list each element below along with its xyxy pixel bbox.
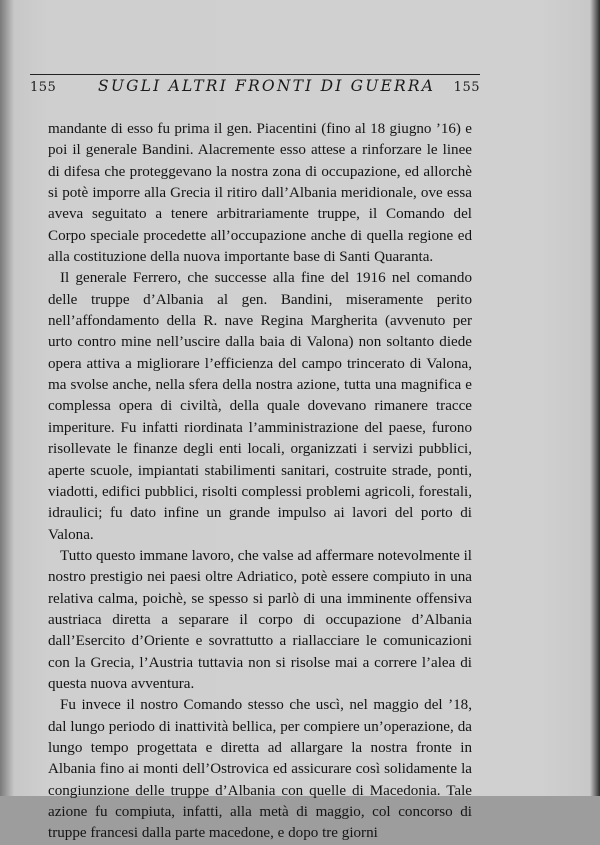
paragraph-ferrero: Il generale Ferrero, che successe alla fine del 1916 nel comando delle truppe d’Albania al gen. Bandini, miseramente perito nell’affondamento della R. nave Regina Margherita (avvenuto per urto contro mine nell’uscire dalla baia di Valona) non soltanto diede opera attiva a migliorare l’efficienza del campo trincerato di Valona, ma svolse anche, nella sfera della nostra azione, tutta una magnifica e complessa opera di civiltà, della quale dovevano rimanere tracce imperiture. Fu infatti riordinata l’amministrazione del paese, furono risollevate le finanze degli enti locali, organizzati i servizi pubblici, aperte scuole, impiantati stabilimenti sanitari, costruite strade, ponti, viadotti, edifici pubblici, risolti complessi problemi agricoli, forestali, idraulici; fu dato infine un grande impulso ai lavori del porto di Valona.: [48, 270, 472, 543]
page-left-edge-shadow: [0, 0, 14, 796]
paragraph-prestigio: Tutto questo immane lavoro, che valse ad affermare notevolmente il nostro prestigio nei paesi oltre Adriatico, potè essere compiuto in una relativa calma, poichè, se spesso si parlò di una imminente offensiva austriaca diretta a separare il corpo di occupazione d’Albania dall’Esercito d’Oriente e sovrattutto a riallacciare le comunicazioni con la Grecia, l’Austria tuttavia non si risolse mai a correre l’alea di questa nuova avventura.: [48, 547, 472, 692]
running-title: SUGLI ALTRI FRONTI DI GUERRA: [98, 77, 436, 95]
page-number-left: 155: [30, 80, 57, 95]
header-rule: [30, 74, 480, 75]
page-right-edge-shadow: [590, 0, 600, 796]
paragraph-operazione: Fu invece il nostro Comando stesso che uscì, nel maggio del ’18, dal lungo periodo di inattività bellica, per compiere un’operazione, da lungo tempo progettata e diretta ad allargare la nostra fronte in Albania fino ai monti dell’Ostrovica ed assicurare così solidamente la congiunzione delle truppe d’Albania con quelle di Macedonia. Tale azione fu compiuta, infatti, alla metà di maggio, col concorso di truppe francesi dalla parte macedone, e dopo tre giorni: [48, 697, 472, 842]
paragraph-continuation: mandante di esso fu prima il gen. Piacentini (fino al 18 giugno ’16) e poi il generale Bandini. Alacremente esso attese a rinforzare le linee di difesa che proteggevano la nostra zona di occupazione, ed allorchè si potè imporre alla Grecia il ritiro dall’Albania meridionale, ove essa aveva seguitato a tenere arbitrariamente truppe, il Comando del Corpo speciale procedette all’occupazione anche di quella regione ed alla costituzione della nuova importante base di Santi Quaranta.: [48, 121, 472, 266]
page-number-right: 155: [453, 80, 480, 95]
running-header: [30, 70, 480, 100]
body-text: [48, 119, 472, 845]
